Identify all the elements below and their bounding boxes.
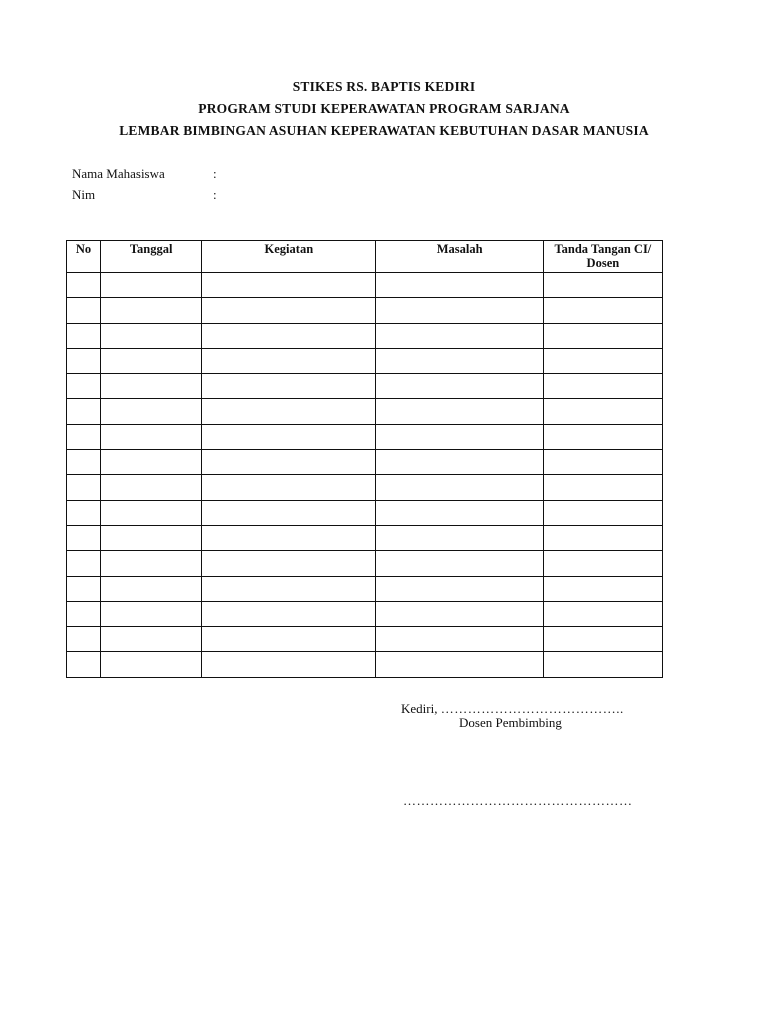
cell-kegiatan xyxy=(202,298,376,323)
cell-masalah xyxy=(376,475,543,500)
cell-tanda-tangan xyxy=(543,627,662,652)
cell-masalah xyxy=(376,374,543,399)
cell-no xyxy=(67,348,101,373)
cell-masalah xyxy=(376,627,543,652)
cell-kegiatan xyxy=(202,273,376,298)
table-row xyxy=(67,298,663,323)
cell-tanggal xyxy=(101,652,202,677)
cell-kegiatan xyxy=(202,576,376,601)
cell-kegiatan xyxy=(202,348,376,373)
table-row xyxy=(67,525,663,550)
cell-masalah xyxy=(376,273,543,298)
cell-kegiatan xyxy=(202,424,376,449)
table-row xyxy=(67,627,663,652)
table-row xyxy=(67,323,663,348)
cell-no xyxy=(67,374,101,399)
cell-no xyxy=(67,500,101,525)
cell-no xyxy=(67,323,101,348)
cell-no xyxy=(67,298,101,323)
table-header-row xyxy=(67,241,663,273)
nama-mahasiswa-label: Nama Mahasiswa xyxy=(72,166,165,181)
nama-mahasiswa-field xyxy=(72,166,217,182)
table-row xyxy=(67,348,663,373)
cell-no xyxy=(67,424,101,449)
form-title: LEMBAR BIMBINGAN ASUHAN KEPERAWATAN KEBUTUHAN DASAR MANUSIA xyxy=(119,123,649,138)
table-row xyxy=(67,273,663,298)
cell-kegiatan xyxy=(202,450,376,475)
cell-tanda-tangan xyxy=(543,273,662,298)
cell-tanggal xyxy=(101,348,202,373)
cell-tanda-tangan xyxy=(543,424,662,449)
guidance-log-table xyxy=(66,240,663,678)
cell-no xyxy=(67,551,101,576)
cell-no xyxy=(67,601,101,626)
signature-date-line: ………………………………….. xyxy=(440,701,624,716)
header-no: No xyxy=(67,241,101,273)
header-kegiatan: Kegiatan xyxy=(202,241,376,273)
cell-tanda-tangan xyxy=(543,475,662,500)
cell-tanggal xyxy=(101,475,202,500)
cell-tanda-tangan xyxy=(543,374,662,399)
cell-tanda-tangan xyxy=(543,601,662,626)
signature-place: Kediri, xyxy=(401,701,438,716)
cell-no xyxy=(67,525,101,550)
program-title: PROGRAM STUDI KEPERAWATAN PROGRAM SARJANA xyxy=(198,101,570,116)
institution-title: STIKES RS. BAPTIS KEDIRI xyxy=(292,79,476,94)
table-row xyxy=(67,500,663,525)
table-row xyxy=(67,576,663,601)
cell-masalah xyxy=(376,424,543,449)
cell-kegiatan xyxy=(202,525,376,550)
cell-tanda-tangan xyxy=(543,323,662,348)
table-row xyxy=(67,450,663,475)
cell-masalah xyxy=(376,601,543,626)
header-tanggal: Tanggal xyxy=(101,241,202,273)
cell-tanggal xyxy=(101,500,202,525)
cell-tanggal xyxy=(101,525,202,550)
cell-tanggal xyxy=(101,627,202,652)
cell-kegiatan xyxy=(202,601,376,626)
cell-masalah xyxy=(376,525,543,550)
header-masalah: Masalah xyxy=(376,241,543,273)
table-row xyxy=(67,601,663,626)
cell-tanda-tangan xyxy=(543,525,662,550)
nim-colon: : xyxy=(213,187,217,202)
table-row xyxy=(67,475,663,500)
cell-tanggal xyxy=(101,374,202,399)
cell-tanda-tangan xyxy=(543,576,662,601)
cell-kegiatan xyxy=(202,627,376,652)
nama-mahasiswa-colon: : xyxy=(213,166,217,181)
table-row xyxy=(67,399,663,424)
cell-masalah xyxy=(376,450,543,475)
table-row xyxy=(67,652,663,677)
cell-masalah xyxy=(376,576,543,601)
cell-masalah xyxy=(376,298,543,323)
cell-no xyxy=(67,576,101,601)
cell-tanggal xyxy=(101,424,202,449)
nim-field xyxy=(72,187,217,203)
cell-no xyxy=(67,627,101,652)
cell-tanggal xyxy=(101,323,202,348)
table-row xyxy=(67,551,663,576)
cell-masalah xyxy=(376,348,543,373)
cell-no xyxy=(67,652,101,677)
cell-masalah xyxy=(376,323,543,348)
cell-tanda-tangan xyxy=(543,450,662,475)
header-tanda-tangan: Tanda Tangan CI/ Dosen xyxy=(543,241,662,273)
cell-tanda-tangan xyxy=(543,500,662,525)
cell-no xyxy=(67,273,101,298)
cell-tanda-tangan xyxy=(543,551,662,576)
cell-tanggal xyxy=(101,450,202,475)
cell-no xyxy=(67,399,101,424)
cell-tanggal xyxy=(101,273,202,298)
cell-kegiatan xyxy=(202,652,376,677)
cell-tanggal xyxy=(101,576,202,601)
cell-tanggal xyxy=(101,298,202,323)
cell-tanda-tangan xyxy=(543,652,662,677)
nim-label: Nim xyxy=(72,187,96,202)
cell-masalah xyxy=(376,399,543,424)
cell-kegiatan xyxy=(202,399,376,424)
signature-role: Dosen Pembimbing xyxy=(459,715,562,730)
table-row xyxy=(67,424,663,449)
cell-kegiatan xyxy=(202,374,376,399)
cell-kegiatan xyxy=(202,551,376,576)
cell-no xyxy=(67,475,101,500)
cell-tanda-tangan xyxy=(543,298,662,323)
cell-masalah xyxy=(376,652,543,677)
cell-kegiatan xyxy=(202,500,376,525)
cell-tanda-tangan xyxy=(543,399,662,424)
table-row xyxy=(67,374,663,399)
cell-tanggal xyxy=(101,601,202,626)
cell-kegiatan xyxy=(202,323,376,348)
signature-name-line: …………………………………………… xyxy=(403,793,633,808)
cell-masalah xyxy=(376,551,543,576)
cell-tanggal xyxy=(101,551,202,576)
cell-kegiatan xyxy=(202,475,376,500)
cell-masalah xyxy=(376,500,543,525)
cell-tanggal xyxy=(101,399,202,424)
table-body xyxy=(67,273,663,678)
cell-no xyxy=(67,450,101,475)
cell-tanda-tangan xyxy=(543,348,662,373)
